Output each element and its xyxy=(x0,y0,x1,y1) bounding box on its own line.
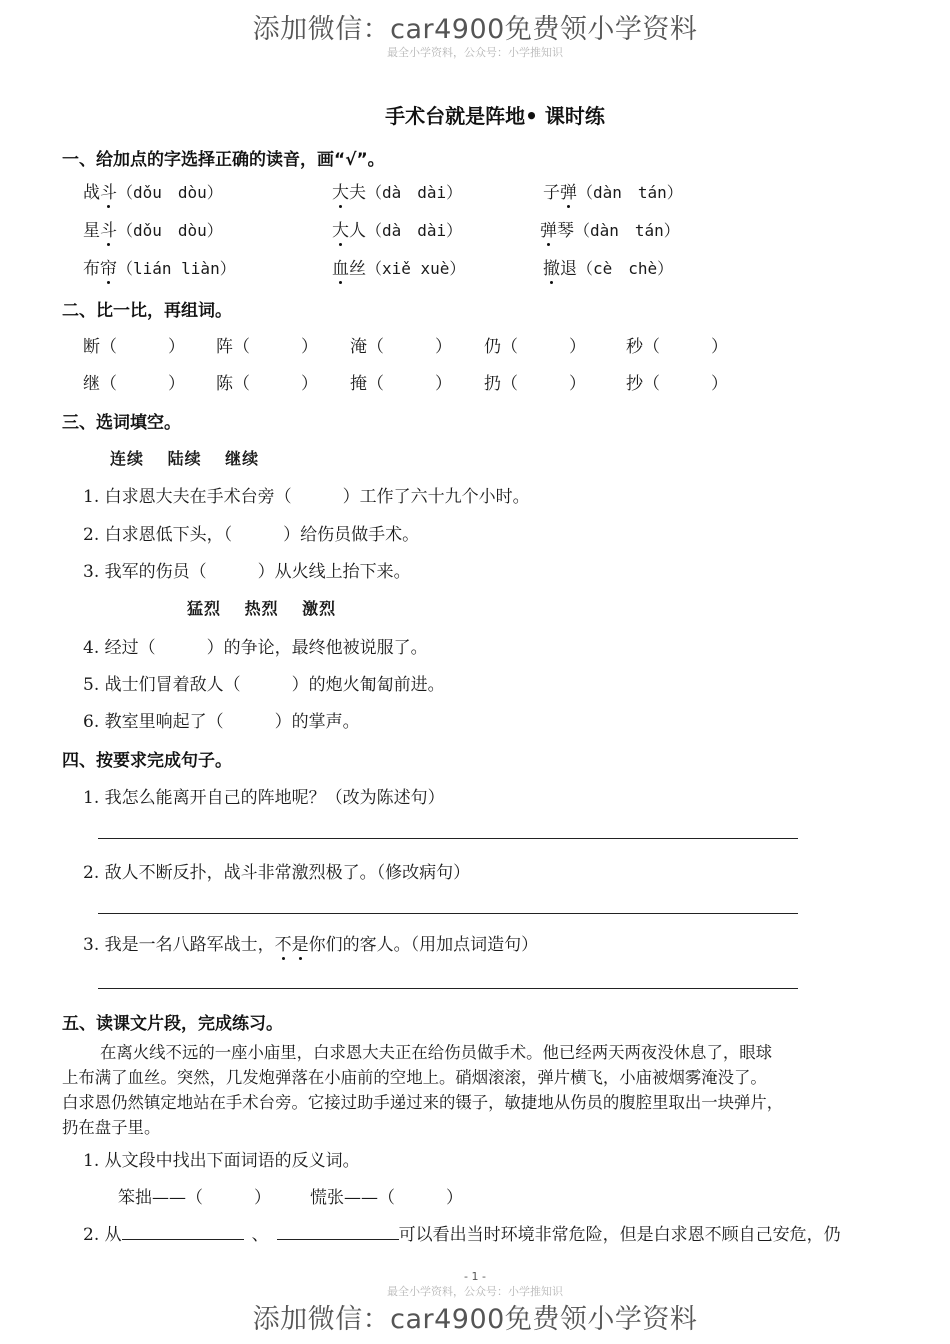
word-bank-2: 猛烈 热烈 激烈 xyxy=(187,599,337,618)
word-group-item: 断（ ） xyxy=(83,337,185,357)
word-group-item: 继（ ） xyxy=(83,374,185,394)
dotted-char: 是 xyxy=(292,930,309,955)
passage-line: 白求恩仍然镇定地站在手术台旁。它接过助手递过来的镊子，敏捷地从伤员的腹腔里取出一块弹片， xyxy=(62,1093,784,1112)
passage-line: 扔在盘子里。 xyxy=(62,1118,161,1137)
answer-blank xyxy=(277,1223,399,1240)
question-3-5: 5. 战士们冒着敌人（ ）的炮火匍匐前进。 xyxy=(83,675,445,695)
question-4-1: 1. 我怎么能离开自己的阵地呢？（改为陈述句） xyxy=(83,788,445,808)
answer-line xyxy=(98,913,798,914)
question-3-1: 1. 白求恩大夫在手术台旁（ ）工作了六十九个小时。 xyxy=(83,487,530,507)
section-5-heading: 五、读课文片段，完成练习。 xyxy=(62,1014,283,1034)
pinyin-item: 血丝（xiě xuè） xyxy=(332,254,465,279)
question-3-6: 6. 教室里响起了（ ）的掌声。 xyxy=(83,712,360,732)
question-3-3: 3. 我军的伤员（ ）从火线上抬下来。 xyxy=(83,562,411,582)
question-3-2: 2. 白求恩低下头，（ ）给伤员做手术。 xyxy=(83,525,420,545)
answer-line xyxy=(98,988,798,989)
pinyin-item: 撤退（cè chè） xyxy=(543,254,673,279)
question-5-2: 2. 从 、 可以看出当时环境非常危险，但是白求恩不顾自己安危，仍 xyxy=(83,1225,841,1245)
question-5-1: 1. 从文段中找出下面词语的反义词。 xyxy=(83,1151,360,1171)
pinyin-item: 大人（dà dài） xyxy=(332,216,462,241)
top-banner: 添加微信：car4900免费领小学资料 xyxy=(252,14,698,45)
word-bank-1: 连续 陆续 继续 xyxy=(110,449,260,468)
pinyin-item: 战斗（dǒu dòu） xyxy=(83,178,223,203)
section-3-heading: 三、选词填空。 xyxy=(62,413,181,433)
word-group-item: 抄（ ） xyxy=(626,374,728,394)
word-group-item: 淹（ ） xyxy=(350,337,452,357)
question-4-3: 3. 我是一名八路军战士，不是你们的客人。（用加点词造句） xyxy=(83,930,538,955)
dotted-char: 不 xyxy=(275,930,292,955)
question-4-2: 2. 敌人不断反扑，战斗非常激烈极了。（修改病句） xyxy=(83,863,471,883)
bottom-faint-caption: 最全小学资料，公众号：小学推知识 xyxy=(387,1285,563,1298)
word-group-item: 陈（ ） xyxy=(216,374,318,394)
antonym-item: 慌张——（ ） xyxy=(310,1188,463,1208)
answer-blank xyxy=(122,1223,244,1240)
page-number: - 1 - xyxy=(464,1270,486,1283)
passage-line: 在离火线不远的一座小庙里，白求恩大夫正在给伤员做手术。他已经两天两夜没休息了，眼球 xyxy=(100,1043,773,1062)
word-group-item: 扔（ ） xyxy=(484,374,586,394)
question-3-4: 4. 经过（ ）的争论，最终他被说服了。 xyxy=(83,638,428,658)
section-4-heading: 四、按要求完成句子。 xyxy=(62,751,232,771)
section-2-heading: 二、比一比，再组词。 xyxy=(62,301,232,321)
top-faint-caption: 最全小学资料，公众号：小学推知识 xyxy=(387,46,563,59)
antonym-item: 笨拙——（ ） xyxy=(118,1188,271,1208)
bottom-banner: 添加微信：car4900免费领小学资料 xyxy=(252,1304,698,1335)
word-group-item: 掩（ ） xyxy=(350,374,452,394)
pinyin-item: 星斗（dǒu dòu） xyxy=(83,216,223,241)
passage-line: 上布满了血丝。突然，几发炮弹落在小庙前的空地上。硝烟滚滚，弹片横飞，小庙被烟雾淹没了。 xyxy=(62,1068,767,1087)
word-group-item: 秒（ ） xyxy=(626,337,728,357)
pinyin-item: 大夫（dà dài） xyxy=(332,178,462,203)
page-title: 手术台就是阵地• 课时练 xyxy=(385,104,605,128)
pinyin-item: 子弹（dàn tán） xyxy=(543,178,683,203)
pinyin-item: 布帘（lián liàn） xyxy=(83,254,236,279)
answer-line xyxy=(98,838,798,839)
word-group-item: 阵（ ） xyxy=(216,337,318,357)
pinyin-item: 弹琴（dàn tán） xyxy=(540,216,680,241)
section-1-heading: 一、给加点的字选择正确的读音，画“√”。 xyxy=(62,150,385,170)
word-group-item: 仍（ ） xyxy=(484,337,586,357)
